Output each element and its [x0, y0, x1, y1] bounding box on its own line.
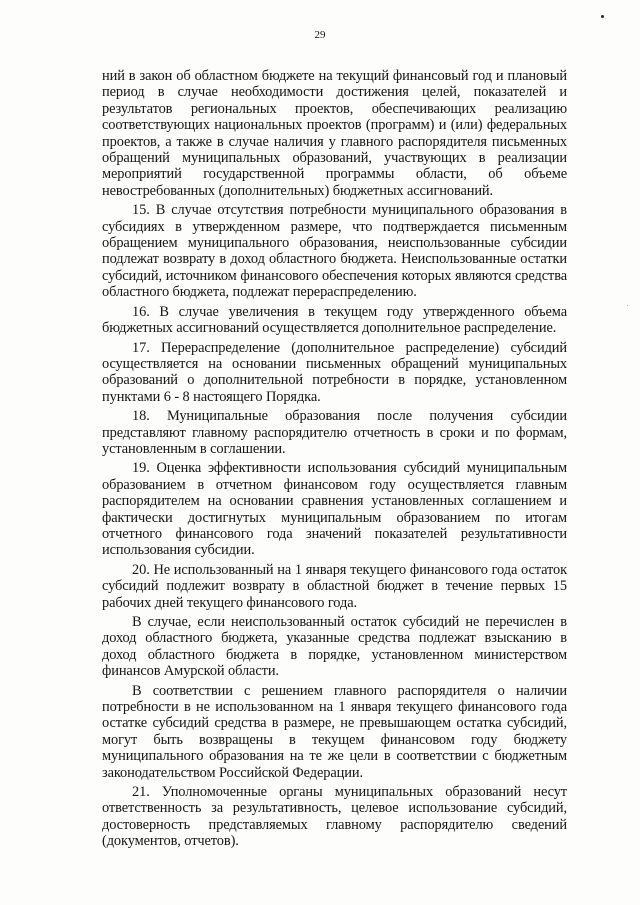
scan-speck	[601, 15, 604, 18]
paragraph-20: 20. Не использованный на 1 января текущего финансового года остаток субсидий подлежит возврату в областной бюджет в течение первых 15 рабочих дней текущего финансового года.	[102, 561, 567, 611]
paragraph-17: 17. Перераспределение (дополнительное распределение) субсидий осуществляется на основании письменных обращений муниципальных образований о дополнительной потребности в порядке, установленном пунктами 6 - 8 настоящего Порядка.	[102, 339, 567, 405]
document-body	[102, 68, 567, 850]
paragraph-16: 16. В случае увеличения в текущем году утвержденного объема бюджетных ассигнований осуществляется дополнительное распределение.	[102, 303, 567, 337]
paragraph-20-collection: В случае, если неиспользованный остаток субсидий не перечислен в доход областного бюджета, указанные средства подлежат взысканию в доход областного бюджета в порядке, установленном министерством финансов Амурской области.	[102, 614, 567, 680]
page-number: 29	[314, 29, 326, 41]
paragraph-21: 21. Уполномоченные органы муниципальных образований несут ответственность за результативность, целевое использование субсидий, достоверность представляемых главному распорядителю сведений (документов, отчетов).	[102, 784, 567, 850]
paragraph-19: 19. Оценка эффективности использования субсидий муниципальным образованием в отчетном финансовом году осуществляется главным распорядителем на основании сравнения установленных соглашением и фактически достигнутых муниципальным образованием по итогам отчетного финансового года значений показателей результативности использования субсидии.	[102, 460, 567, 559]
paragraph-15: 15. В случае отсутствия потребности муниципального образования в субсидиях в утвержденном размере, что подтверждается письменным обращением муниципального образования, неиспользованные субсидии подлежат возврату в доход областного бюджета. Неиспользованные остатки субсидий, источником финансового обеспечения которых являются средства областного бюджета, подлежат перераспределению.	[102, 202, 567, 301]
scan-speck	[627, 305, 628, 306]
paragraph-18: 18. Муниципальные образования после получения субсидии представляют главному распорядителю отчетность в сроки и по формам, установленным в соглашении.	[102, 408, 567, 457]
paragraph-20-return: В соответствии с решением главного распорядителя о наличии потребности в не использованном на 1 января текущего финансового года остатке субсидий средства в размере, не превышающем остатка субсидий, могут быть возвращены в текущем финансовом году бюджету муниципального образования на те же цели в соответствии с бюджетным законодательством Российской Федерации.	[102, 682, 567, 781]
paragraph-continuation: ний в закон об областном бюджете на текущий финансовый год и плановый период в случае необходимости достижения целей, показателей и результатов региональных проектов, обеспечивающих реализацию соответствующих национальных проектов (программ) и (или) федеральных проектов, а также в случае наличия у главного распорядителя письменных обращений муниципальных образований, участвующих в реализации мероприятий государственной программы области, об объеме невостребованных (дополнительных) бюджетных ассигнований.	[102, 68, 567, 199]
